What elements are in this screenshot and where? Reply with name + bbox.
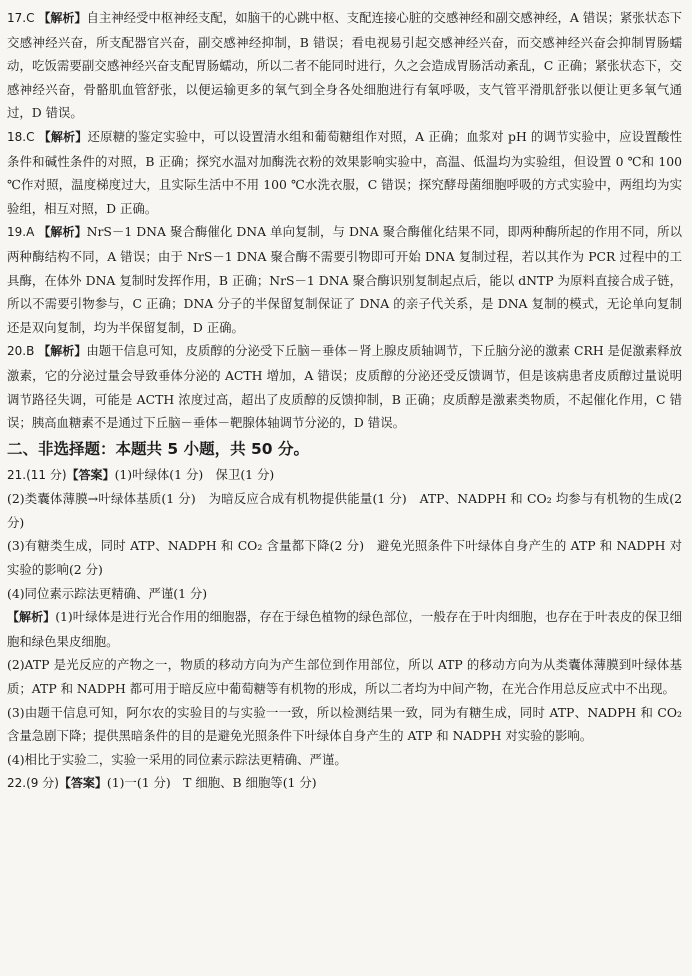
analysis-tag: 【解析】 (38, 129, 88, 144)
question-number: 22.(9 分) (7, 776, 59, 791)
analysis-text: NrS－1 DNA 聚合酶催化 DNA 单向复制，与 DNA 聚合酶催化结果不同，即两种酶所起的作用不同，所以两种酶结构不同，A 错误；由于 NrS－1 DNA 聚合酶不需要引物即可开始 DNA 复制过程，若以其作为 PCR 过程中的工具酶，在体外 DNA 复制时发挥作用，B 正确；NrS－1 DNA 聚合酶识别复制起点后，能以 dNTP 为原料直接合成子链，所以不需要引物参与，C 正确；DNA 分子的半保留复制保证了 DNA 的亲子代关系，是 DNA 复制的模式，无论单向复制还是双向复制，均为半保留复制，D 正确。 (7, 224, 682, 335)
analysis-text: 还原糖的鉴定实验中，可以设置清水组和葡萄糖组作对照，A 正确；血浆对 pH 的调节实验中，应设置酸性条件和碱性条件的对照，B 正确；探究水温对加酶洗衣粉的效果影响实验中，高温、低温均为实验组，但设置 0 ℃和 100 ℃作对照，温度梯度过大，且实际生活中不用 100 ℃水洗衣服，C 错误；探究酵母菌细胞呼吸的方式实验中，两组均为实验组，相互对照，D 正确。 (7, 128, 682, 216)
question-number: 18.C (7, 129, 35, 144)
question-number: 19.A (7, 225, 35, 240)
question-22 (7, 771, 682, 796)
analysis-paragraph-4: (4)相比于实验二，实验一采用的同位素示踪法更精确、严谨。 (7, 751, 347, 767)
question-18 (7, 125, 682, 220)
analysis-tag: 【解析】 (38, 344, 87, 359)
analysis-tag: 【解析】 (38, 11, 87, 25)
question-21 (7, 463, 682, 772)
analysis-paragraph-2: (2)ATP 是光反应的产物之一，物质的移动方向为产生部位到作用部位，所以 ATP 的移动方向为从类囊体薄膜到叶绿体基质；ATP 和 NADPH 都可用于暗反应中葡萄糖等有机物的形成，所以二者均为中间产物，在光合作用总反应式中不出现。 (7, 657, 682, 697)
question-19 (7, 220, 682, 339)
analysis-text: 由题干信息可知，皮质醇的分泌受下丘脑－垂体－肾上腺皮质轴调节，下丘脑分泌的激素 CRH 是促激素释放激素，它的分泌过量会导致垂体分泌的 ACTH 增加，A 错误；皮质醇的分泌还受反馈调节，但是该病患者皮质醇过量说明调节路径失调，可能是 ACTH 浓度过高，超出了皮质醇的反馈抑制，B 正确；皮质醇是激素类物质，不起催化作用，C 错误；胰高血糖素不是通过下丘脑－垂体－靶腺体轴调节分泌的，D 错误。 (7, 343, 682, 431)
answer-line-4: (4)同位素示踪法更精确、严谨(1 分) (7, 585, 208, 601)
analysis-tag: 【解析】 (7, 610, 56, 625)
answer-line-3: (3)有糖类生成，同时 ATP、NADPH 和 CO₂ 含量都下降(2 分) 避免光照条件下叶绿体自身产生的 ATP 和 NADPH 对实验的影响(2 分) (7, 538, 682, 578)
question-20 (7, 339, 682, 434)
section-heading: 二、非选择题：本题共 5 小题，共 50 分。 (7, 439, 309, 458)
question-number: 21.(11 分) (7, 467, 67, 482)
question-number: 20.B (7, 344, 35, 359)
analysis-paragraph-1: (1)叶绿体是进行光合作用的细胞器，存在于绿色植物的绿色部位，一般存在于叶肉细胞，也存在于叶表皮的保卫细胞和绿色果皮细胞。 (7, 609, 682, 649)
analysis-text: 自主神经受中枢神经支配，如脑干的心跳中枢、支配连接心脏的交感神经和副交感神经，A 错误；紧张状态下交感神经兴奋，所支配器官兴奋，副交感神经抑制，B 错误；看电视易引起交感神经兴奋，而交感神经兴奋会抑制胃肠蠕动，吃饭需要副交感神经兴奋支配胃肠蠕动，所以二者不能同时进行，久之会造成胃肠活动紊乱，C 正确；紧张状态下，交感神经兴奋，骨骼肌血管舒张，以便运输更多的氧气到全身各处细胞进行有氧呼吸，支气管平滑肌舒张以便让更多氧气通过，D 错误。 (7, 10, 682, 121)
analysis-paragraph-3: (3)由题干信息可知，阿尔农的实验目的与实验一一致，所以检测结果一致，同为有糖生成，同时 ATP、NADPH 和 CO₂ 含量急剧下降；提供黑暗条件的目的是避免光照条件下叶绿体自身产生的 ATP 和 NADPH 对实验的影响。 (7, 704, 682, 744)
answer-line-2: (2)类囊体薄膜→叶绿体基质(1 分) 为暗反应合成有机物提供能量(1 分) ATP、NADPH 和 CO₂ 均参与有机物的生成(2 分) (7, 491, 682, 530)
analysis-tag: 【解析】 (38, 225, 87, 240)
question-17 (7, 6, 682, 125)
answer-tag: 【答案】 (58, 776, 107, 791)
answer-tag: 【答案】 (66, 467, 115, 482)
answer-line-1: (1)一(1 分) T 细胞、B 细胞等(1 分) (106, 775, 317, 791)
answer-line-1: (1)叶绿体(1 分) 保卫(1 分) (114, 466, 275, 482)
question-number: 17.C (7, 11, 35, 25)
